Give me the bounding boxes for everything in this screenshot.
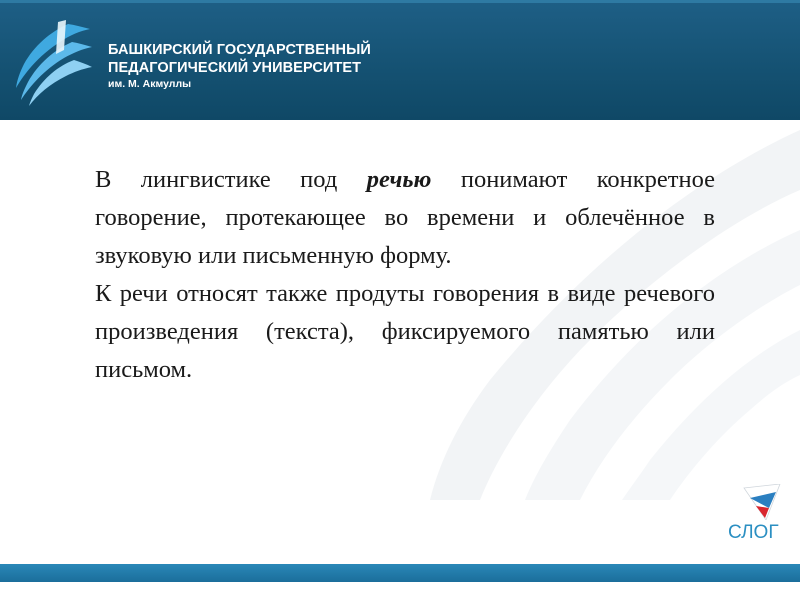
university-name-line1: БАШКИРСКИЙ ГОСУДАРСТВЕННЫЙ xyxy=(108,42,371,58)
header-top-line xyxy=(0,0,800,3)
paragraph-speech-products: К речи относят также продуты говорения в виде речевого произведения (текста), фиксируемого памятью или письмом. xyxy=(95,280,715,383)
paragraph1-start: В лингвистике под xyxy=(95,166,367,193)
header-band xyxy=(0,0,800,120)
paragraph1-end: понимают конкретное говорение, протекающее во времени и облечённое в звуковую или письменную форму. xyxy=(95,166,715,269)
slog-flag-arrow-icon xyxy=(742,484,782,520)
bspu-wave-logo-icon xyxy=(10,20,96,108)
paragraph-speech-definition xyxy=(95,161,715,275)
slog-label: СЛОГ xyxy=(728,522,779,543)
university-name-line2: ПЕДАГОГИЧЕСКИЙ УНИВЕРСИТЕТ xyxy=(108,60,362,76)
university-name xyxy=(108,41,371,91)
footer-bar xyxy=(0,564,800,582)
emphasis-word-speech: речью xyxy=(366,166,432,193)
university-name-line3: им. М. Акмуллы xyxy=(108,78,192,90)
slide-body-text xyxy=(95,161,715,389)
